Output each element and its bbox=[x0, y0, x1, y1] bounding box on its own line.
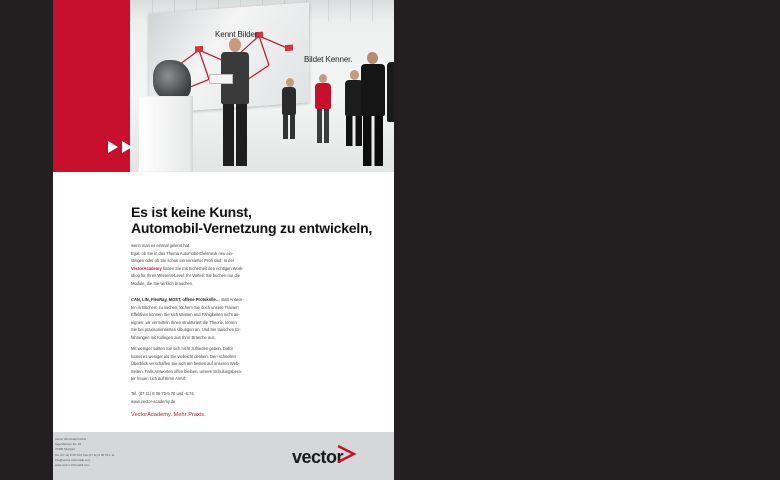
text-line: statt Antwor- bbox=[219, 297, 244, 302]
advertisement-page bbox=[53, 0, 394, 480]
text-line: VectorAcademy finden Sie mit Sicherheit den richtigen Work- bbox=[131, 265, 244, 271]
slogan: VectorAcademy. Mehr Praxis. bbox=[131, 412, 206, 418]
text-line: wenn man es einmal gelernt hat. bbox=[131, 243, 191, 248]
vector-logo: vector bbox=[292, 447, 344, 467]
headline-line-1: Es ist keine Kunst, bbox=[131, 204, 252, 220]
bold-lead-in: CAN, LIN, FlexRay, MOST, offene Protokolle… bbox=[131, 297, 220, 302]
text-line: Sie bei praxisorientierten Übungen an. Und Sie tauschen Er- bbox=[131, 327, 241, 333]
pedestal bbox=[139, 96, 193, 172]
text-line: eignen: wir vermitteln Ihnen strukturiert die Theorie, lehren bbox=[131, 319, 237, 325]
text-line: steigen oder ob Sie schon ein versierter Profi sind: In der bbox=[131, 258, 235, 264]
text-line: Ingersheimer Str. 24 bbox=[55, 442, 82, 447]
text-line: Überblick verschaffen Sie sich am besten auf unseren Web- bbox=[131, 361, 240, 367]
text-line: 70499 Stuttgart bbox=[55, 447, 75, 452]
text-line: ter freuen sich auf Ihren Anruf: bbox=[131, 376, 187, 382]
text-line: info@vector-informatik.com bbox=[55, 457, 91, 462]
brand-name: VectorAcademy bbox=[131, 265, 162, 271]
company-address bbox=[55, 437, 175, 468]
board-caption-1: Kennt Bilder. bbox=[215, 30, 260, 39]
text-line: Seiten. Falls Antworten offen bleiben, unsere Schulungsbera- bbox=[131, 368, 242, 374]
board-caption-2: Bildet Kenner. bbox=[304, 55, 353, 64]
text-line: Mit weniger sollten Sie sich nicht zufrieden geben. Dafür bbox=[131, 346, 233, 351]
sculpture bbox=[153, 60, 191, 100]
text-line: www.vector-informatik.com bbox=[55, 463, 90, 468]
phone-number: Tel. (07 11) 8 06 70-5 70 und -5 76 bbox=[131, 391, 194, 396]
text-line: Tel. (07 11) 8 06 70-0 Fax (07 11) 8 06 70-1 11 bbox=[55, 452, 115, 457]
body-paragraph-3 bbox=[131, 345, 315, 383]
vector-arrow-logo-icon bbox=[336, 444, 358, 464]
double-play-arrows-icon bbox=[108, 140, 138, 154]
text-line: kostet es weniger als Sie vielleicht denken. Den schnellen bbox=[131, 353, 236, 359]
contact-block bbox=[131, 390, 315, 405]
body-paragraph-2 bbox=[131, 296, 315, 342]
hero-photo bbox=[53, 0, 394, 172]
text-line: Egal, ob Sie in das Thema Automobil-Elektronik neu ein- bbox=[131, 250, 234, 256]
text-line: Vector Informatik GmbH bbox=[55, 437, 86, 441]
text-line: ten in Büchern zu suchen, löchern Sie doch unsere Trainer! bbox=[131, 304, 239, 310]
text-line: Effektiver können Sie sich Wissen und Fähigkeiten nicht an- bbox=[131, 312, 240, 318]
text-line: fahrungen mit Kollegen aus Ihrer Branche aus. bbox=[131, 334, 216, 340]
website-link[interactable]: www.vector-academy.de bbox=[131, 398, 176, 404]
text-line: Module, die Sie wirklich brauchen. bbox=[131, 280, 194, 286]
body-paragraph-1 bbox=[131, 242, 315, 288]
headline-line-2: Automobil-Vernetzung zu entwickeln, bbox=[131, 220, 373, 236]
text-line: shop für Ihren Wissens-Level. Ihr Vorteil: Sie buchen nur die bbox=[131, 273, 240, 279]
